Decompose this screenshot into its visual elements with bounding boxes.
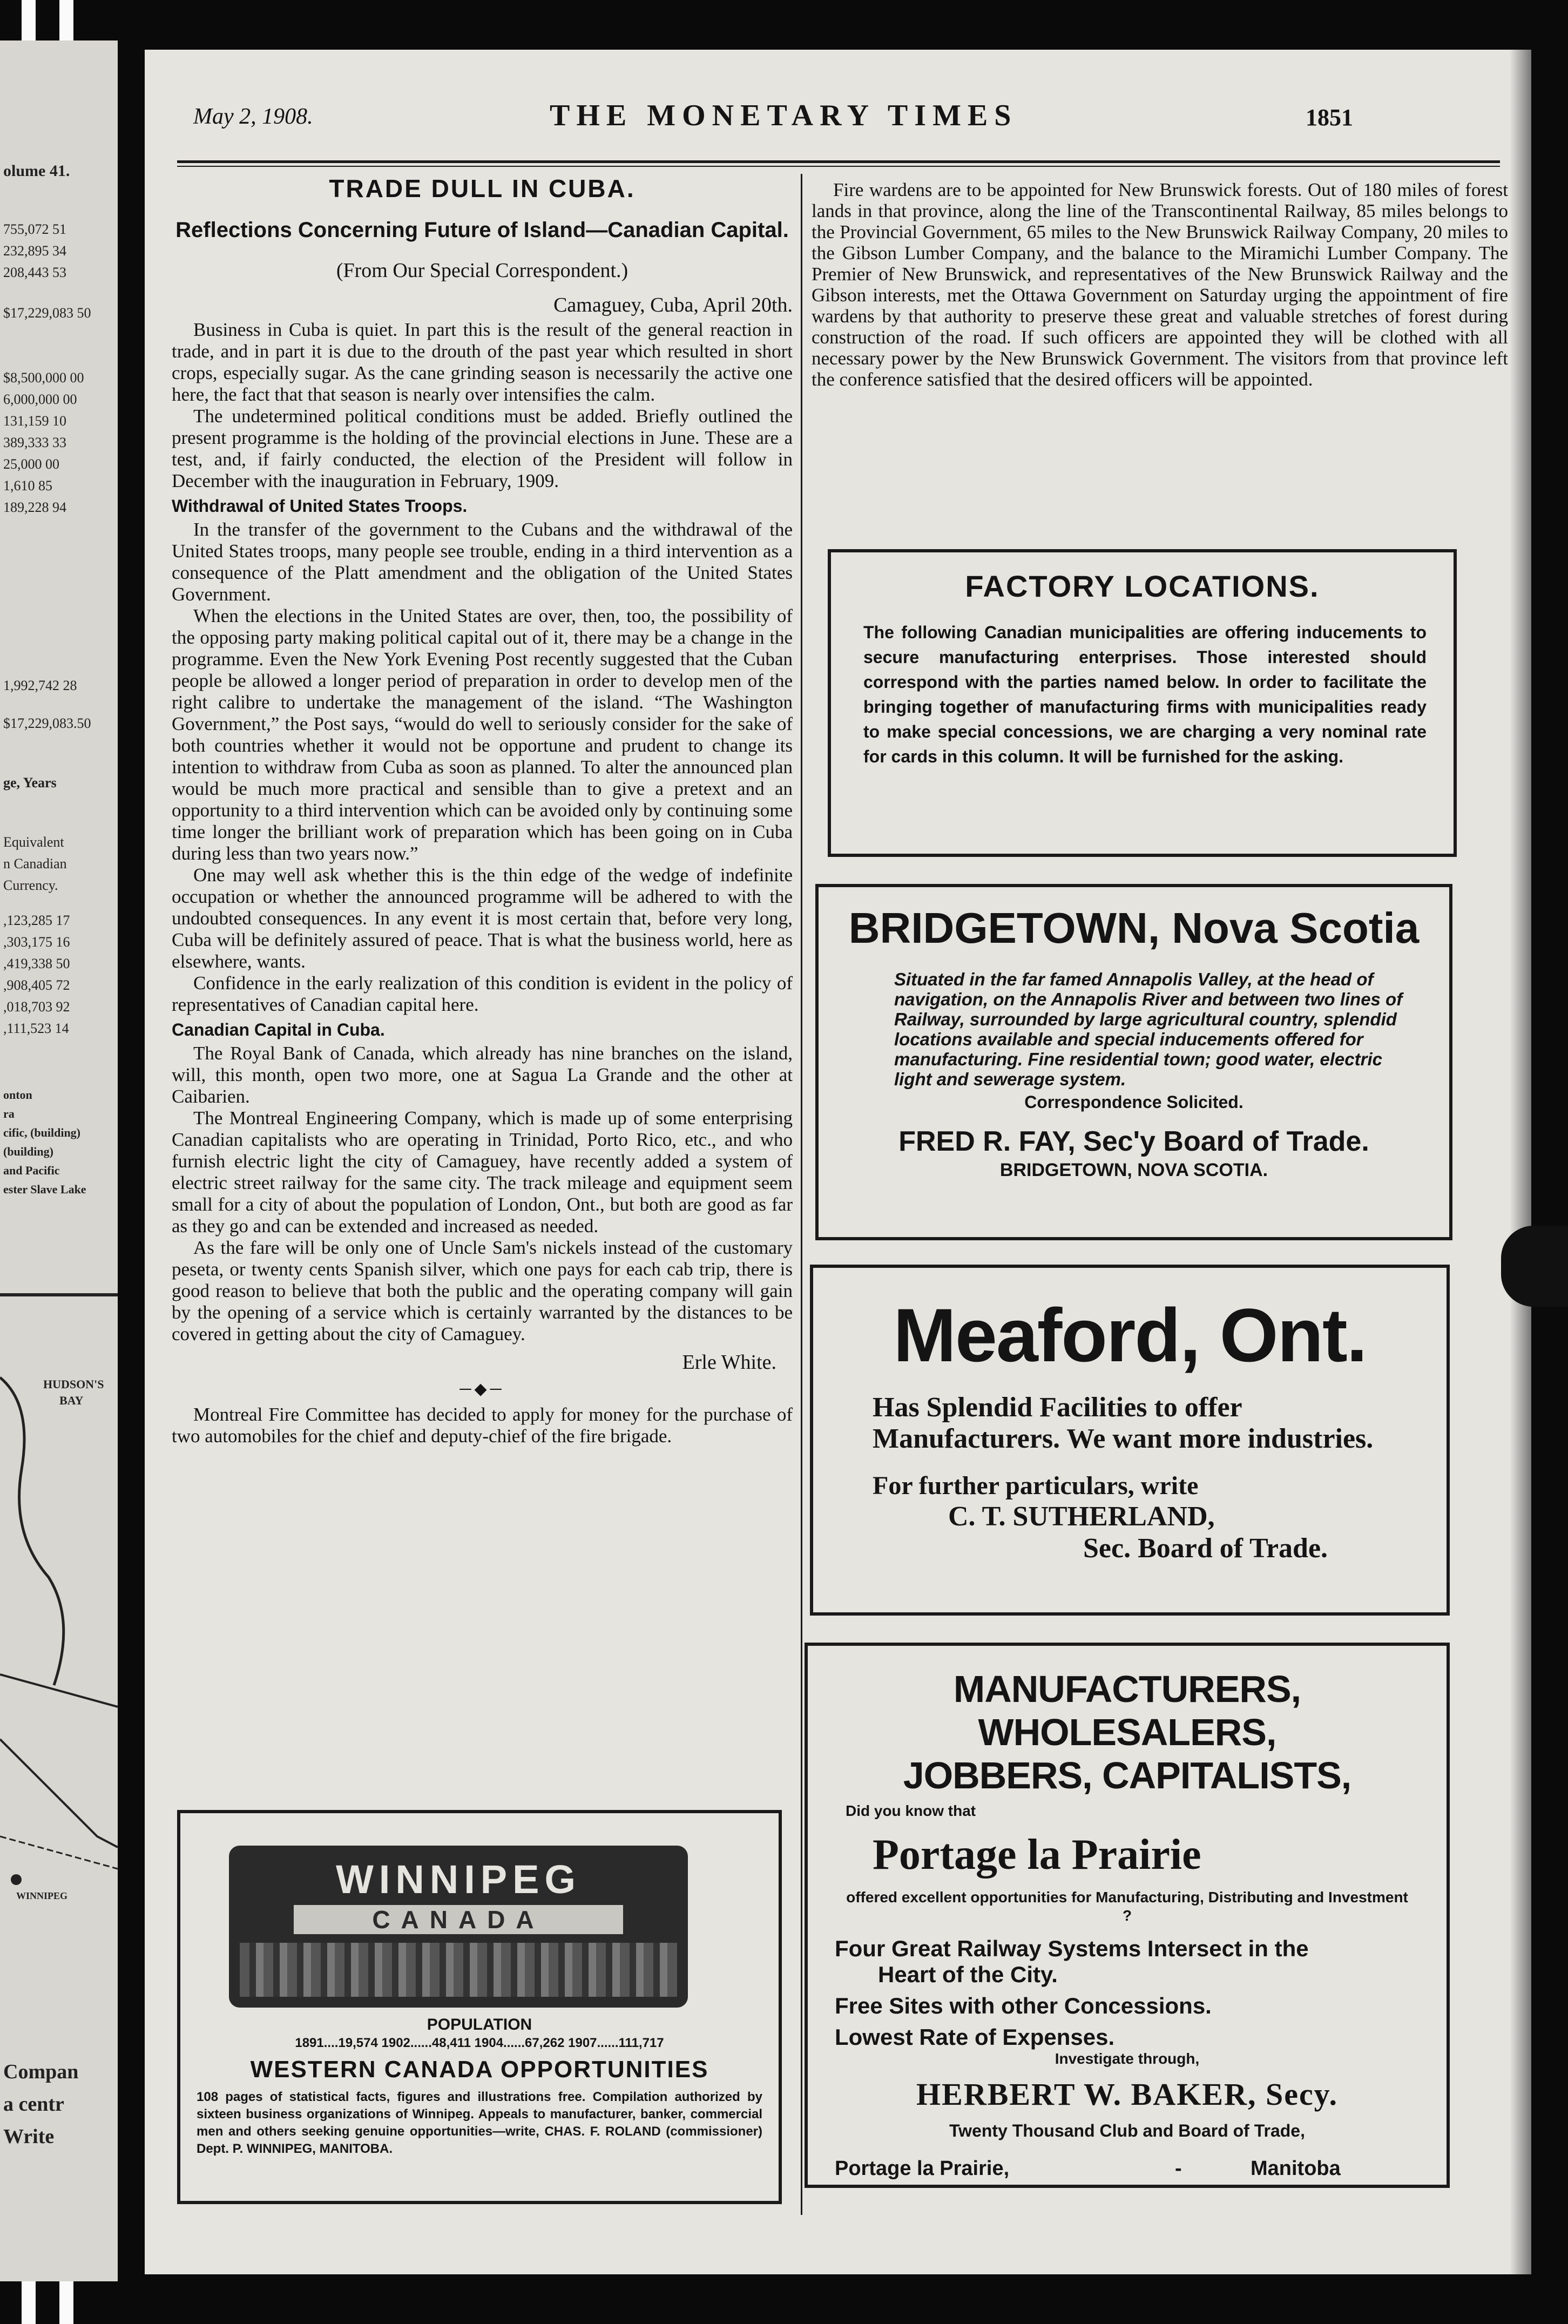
portage-place-row <box>808 2157 1447 2190</box>
figure: 25,000 00 <box>3 456 59 472</box>
map-label: HUDSON'S <box>43 1377 104 1391</box>
population-label: POPULATION <box>427 2016 532 2034</box>
left-page-text: a centr <box>3 2093 64 2116</box>
section-heading: Canadian Capital in Cuba. <box>172 1020 385 1039</box>
news-item: Fire wardens are to be appointed for New Brunswick forests. Out of 180 miles of forest lands in that province, along the line of the Transcontinental Railway, 85 miles belongs to the Provincial Government, 65 miles to the New Brunswick Railway Company, 20 miles to the Gibson Lumber Company, and the balance to the Miramichi Lumber Company. The Premier of New Brunswick, and representatives of the New Brunswick Railway and the Gibson interests, met the Ottawa Government on Saturday urging the appointment of fire wardens by that authority to preserve these great and valuable stretches of forest during construction of the road. If such officers are appointed they will be clothed with all necessary power by the New Brunswick Government. The visitors from that province left the conference satisfied that the desired officers will be appointed. <box>812 179 1508 390</box>
meaford-further: For further particulars, write <box>873 1471 1199 1500</box>
bridgetown-ad <box>815 884 1452 1240</box>
header-rule <box>177 166 1500 167</box>
film-sprocket-mark <box>22 2281 36 2324</box>
newspaper-page <box>145 50 1531 2274</box>
exchange-value: ,908,405 72 <box>3 977 70 993</box>
figure-total: $17,229,083.50 <box>3 715 91 731</box>
exchange-header: Equivalent <box>3 834 64 850</box>
figure: 6,000,000 00 <box>3 391 77 407</box>
portage-did-you-know: Did you know that <box>846 1802 976 1819</box>
article-paragraph: Business in Cuba is quiet. In part this is the result of the general reaction in trade, and in part it is due to the drouth of the past year which resulted in short crops, especially sugar. As the cane grinding season is necessarily the active one here, the fact that that season is nearly over intensifies the calm. <box>172 319 793 405</box>
portage-club: Twenty Thousand Club and Board of Trade, <box>949 2121 1305 2140</box>
portage-feature-1b: Heart of the City. <box>878 1962 1058 1987</box>
left-page-text: Write <box>3 2125 55 2148</box>
winnipeg-ad <box>177 1810 782 2204</box>
portage-place-right: Manitoba <box>1251 2157 1341 2180</box>
winnipeg-banner-title: WINNIPEG <box>335 1857 582 1902</box>
article-paragraph: As the fare will be only one of Uncle Sam's nickels instead of the customary peseta, or twenty cents Spanish silver, which one pays for each cab trip, there is good reason to believe that both the public and the operating company will gain by the opening of a service which is certainly warranted by the distances to be covered in getting about the city of Camaguey. <box>172 1237 793 1345</box>
figure: 189,228 94 <box>3 499 66 515</box>
bridgetown-contact: FRED R. FAY, Sec'y Board of Trade. <box>898 1126 1369 1157</box>
figure: 232,895 34 <box>3 243 66 259</box>
dateline: Camaguey, Cuba, April 20th. <box>553 294 793 316</box>
portage-feature-1: Four Great Railway Systems Intersect in the <box>835 1936 1309 1961</box>
figure-total: 1,992,742 28 <box>3 678 77 693</box>
article-paragraph: The Montreal Engineering Company, which is made up of some enterprising Canadian capitalists who are operating in Trinidad, Porto Rico, etc., and who furnish electric light the city of Camaguey, have recently added a system of electric street railway for the same city. The track mileage and equipment seem small for a city of about the population of London, Ont., but both are good as far as they go and can be extended and increased as needed. <box>172 1107 793 1237</box>
news-item: Montreal Fire Committee has decided to apply for money for the purchase of two automobiles for the chief and deputy-chief of the fire brigade. <box>172 1404 793 1447</box>
rail-label: (building) <box>3 1145 53 1158</box>
article-paragraph: Confidence in the early realization of this condition is evident in the policy of representatives of Canadian capital here. <box>172 972 793 1015</box>
meaford-title: Meaford, Ont. <box>893 1293 1367 1377</box>
article-paragraph: One may well ask whether this is the thin edge of the wedge of indefinite occupation or whether the announced programme will be adhered to with the undoubted consequences. In any event it is most certain that, before very long, Cuba will be definitely assured of peace. That is what the business world, here as elsewhere, wants. <box>172 864 793 972</box>
rail-label: ester Slave Lake <box>3 1183 86 1196</box>
correspondent-line: (From Our Special Correspondent.) <box>336 259 628 282</box>
bridgetown-body: Situated in the far famed Annapolis Valley, at the head of navigation, on the Annapolis River and between two lines of Railway, surrounded by large agricultural country, splendid locations available and special inducements offered for manufacturing. Fine residential town; good water, electric light and sewerage system. <box>894 969 1403 1089</box>
railway-map-fragment <box>0 1293 118 1977</box>
article-signature: Erle White. <box>682 1351 776 1374</box>
exchange-value: ,419,338 50 <box>3 956 70 971</box>
issue-date: May 2, 1908. <box>193 104 313 129</box>
population-figures: 1891....19,574 1902......48,411 1904......67,262 1907......111,717 <box>295 2036 664 2050</box>
exchange-header: ge, Years <box>3 775 57 791</box>
bridgetown-place: BRIDGETOWN, NOVA SCOTIA. <box>999 1160 1268 1180</box>
city-skyline-picture <box>240 1943 677 1997</box>
article-paragraph: When the elections in the United States are over, then, too, the possibility of the opposing party making political capital out of it, there may be a change in the programme. Even the New York Evening Post recently suggested that the Cuban people be allowed a longer period of preparation in order to develop men of the right calibre to undertake the management of the island. “The Washington Government,” the Post says, “would do well to seriously consider for the sake of both countries whether it would not be opportune and prudent to change its intention to withdraw from Cuba as soon as planned. To alter the announced plan would be much more practical and sensible than to give a pretext and an opportunity to a third intervention which can be avoided only by continuing some time longer the brilliant work of preparation which has been going on in Cuba during less than two years now.” <box>172 605 793 864</box>
film-sprocket-mark <box>59 0 73 43</box>
exchange-header: n Canadian <box>3 856 67 872</box>
rail-label: and Pacific <box>3 1164 60 1177</box>
rail-label: ra <box>3 1107 15 1120</box>
portage-place-left: Portage la Prairie, <box>835 2157 1010 2180</box>
article-column <box>172 174 793 1447</box>
winnipeg-ad-title: WESTERN CANADA OPPORTUNITIES <box>250 2056 709 2083</box>
right-column <box>812 179 1508 390</box>
binding-clip <box>1501 1226 1568 1307</box>
rail-label: cific, (building) <box>3 1126 81 1139</box>
portage-contact: HERBERT W. BAKER, Secy. <box>916 2077 1338 2112</box>
portage-title-1: MANUFACTURERS, WHOLESALERS, <box>953 1668 1301 1753</box>
bridgetown-correspondence: Correspondence Solicited. <box>1024 1092 1243 1112</box>
exchange-header: Currency. <box>3 877 58 893</box>
factory-locations-body: The following Canadian municipalities are offering inducements to secure manufacturing enterprises. Those interested should correspond with the parties named below. In order to facilitate the bringing together of manufacturing firms with municipalities ready to make special concessions, we are charging a very nominal rate for cards in this column. It will be furnished for the asking. <box>863 623 1427 766</box>
masthead: THE MONETARY TIMES <box>550 99 1018 132</box>
column-rule <box>801 174 802 2215</box>
factory-locations-box <box>828 549 1457 857</box>
volume-label: olume 41. <box>3 162 70 180</box>
meaford-ad <box>810 1265 1450 1616</box>
exchange-value: ,018,703 92 <box>3 999 70 1015</box>
map-label: BAY <box>59 1394 84 1407</box>
exchange-value: ,303,175 16 <box>3 934 70 950</box>
portage-ad <box>805 1643 1450 2188</box>
film-sprocket-mark <box>59 2281 73 2324</box>
figure: 208,443 53 <box>3 265 66 280</box>
map-lines <box>0 1296 118 1977</box>
figure: 131,159 10 <box>3 413 66 429</box>
section-heading: Withdrawal of United States Troops. <box>172 496 468 516</box>
page-number: 1851 <box>1306 104 1353 131</box>
portage-investigate: Investigate through, <box>1055 2050 1200 2067</box>
winnipeg-banner-subtitle: CANADA <box>294 1905 623 1934</box>
figure: $8,500,000 00 <box>3 370 84 386</box>
meaford-body: Has Splendid Facilities to offer Manufacturers. We want more industries. <box>873 1392 1374 1454</box>
exchange-value: ,123,285 17 <box>3 913 70 928</box>
ornament-divider: ─◆─ <box>459 1380 505 1398</box>
portage-feature-2: Free Sites with other Concessions. <box>835 1993 1212 2018</box>
exchange-value: ,111,523 14 <box>3 1021 69 1036</box>
article-paragraph: The undetermined political conditions must be added. Briefly outlined the present programme is the holding of the provincial elections in June. These are a test, and, if fairly conducted, the election of the President will follow in December with the inauguration in February, 1909. <box>172 406 793 491</box>
article-paragraph: The Royal Bank of Canada, which already has nine branches on the island, will, this month, open two more, one at Sagua La Grande and the other at Caibarien. <box>172 1043 793 1107</box>
figure: 389,333 33 <box>3 435 66 450</box>
portage-title-2: JOBBERS, CAPITALISTS, <box>903 1754 1351 1796</box>
meaford-contact: C. T. SUTHERLAND, <box>948 1501 1215 1532</box>
adjacent-page-fragment <box>0 40 118 2281</box>
portage-offered: offered excellent opportunities for Manufacturing, Distributing and Investment ? <box>846 1889 1408 1924</box>
factory-locations-title: FACTORY LOCATIONS. <box>965 569 1320 603</box>
rail-label: onton <box>3 1088 32 1102</box>
article-subhead: Reflections Concerning Future of Island—Canadian Capital. <box>175 218 789 242</box>
portage-place-dash: - <box>1175 2157 1182 2180</box>
figure: 1,610 85 <box>3 478 52 494</box>
article-headline: TRADE DULL IN CUBA. <box>329 174 636 202</box>
left-page-text: Compan <box>3 2060 79 2083</box>
film-sprocket-mark <box>22 0 36 43</box>
article-paragraph: In the transfer of the government to the Cubans and the withdrawal of the United States troops, many people see trouble, ending in a third intervention as a consequence of the Platt amendment and the obligation of the United States Government. <box>172 519 793 605</box>
meaford-role: Sec. Board of Trade. <box>1083 1533 1328 1564</box>
figure: 755,072 51 <box>3 221 66 237</box>
header-rule <box>177 160 1500 163</box>
figure-total: $17,229,083 50 <box>3 305 91 321</box>
page-edge-shadow <box>1510 50 1531 2274</box>
winnipeg-ad-body: 108 pages of statistical facts, figures and illustrations free. Compilation authorized by sixteen business organizations of Winnipeg. Appeals to manufacturer, banker, commercial men and others seeking genuine opportunities—write, CHAS. F. ROLAND (commissioner) Dept. P. WINNIPEG, MANITOBA. <box>197 2090 762 2156</box>
winnipeg-banner <box>229 1846 688 2008</box>
bridgetown-title: BRIDGETOWN, Nova Scotia <box>848 904 1420 952</box>
portage-feature-3: Lowest Rate of Expenses. <box>835 2024 1115 2050</box>
map-label: WINNIPEG <box>16 1890 68 1901</box>
portage-town: Portage la Prairie <box>873 1831 1201 1879</box>
